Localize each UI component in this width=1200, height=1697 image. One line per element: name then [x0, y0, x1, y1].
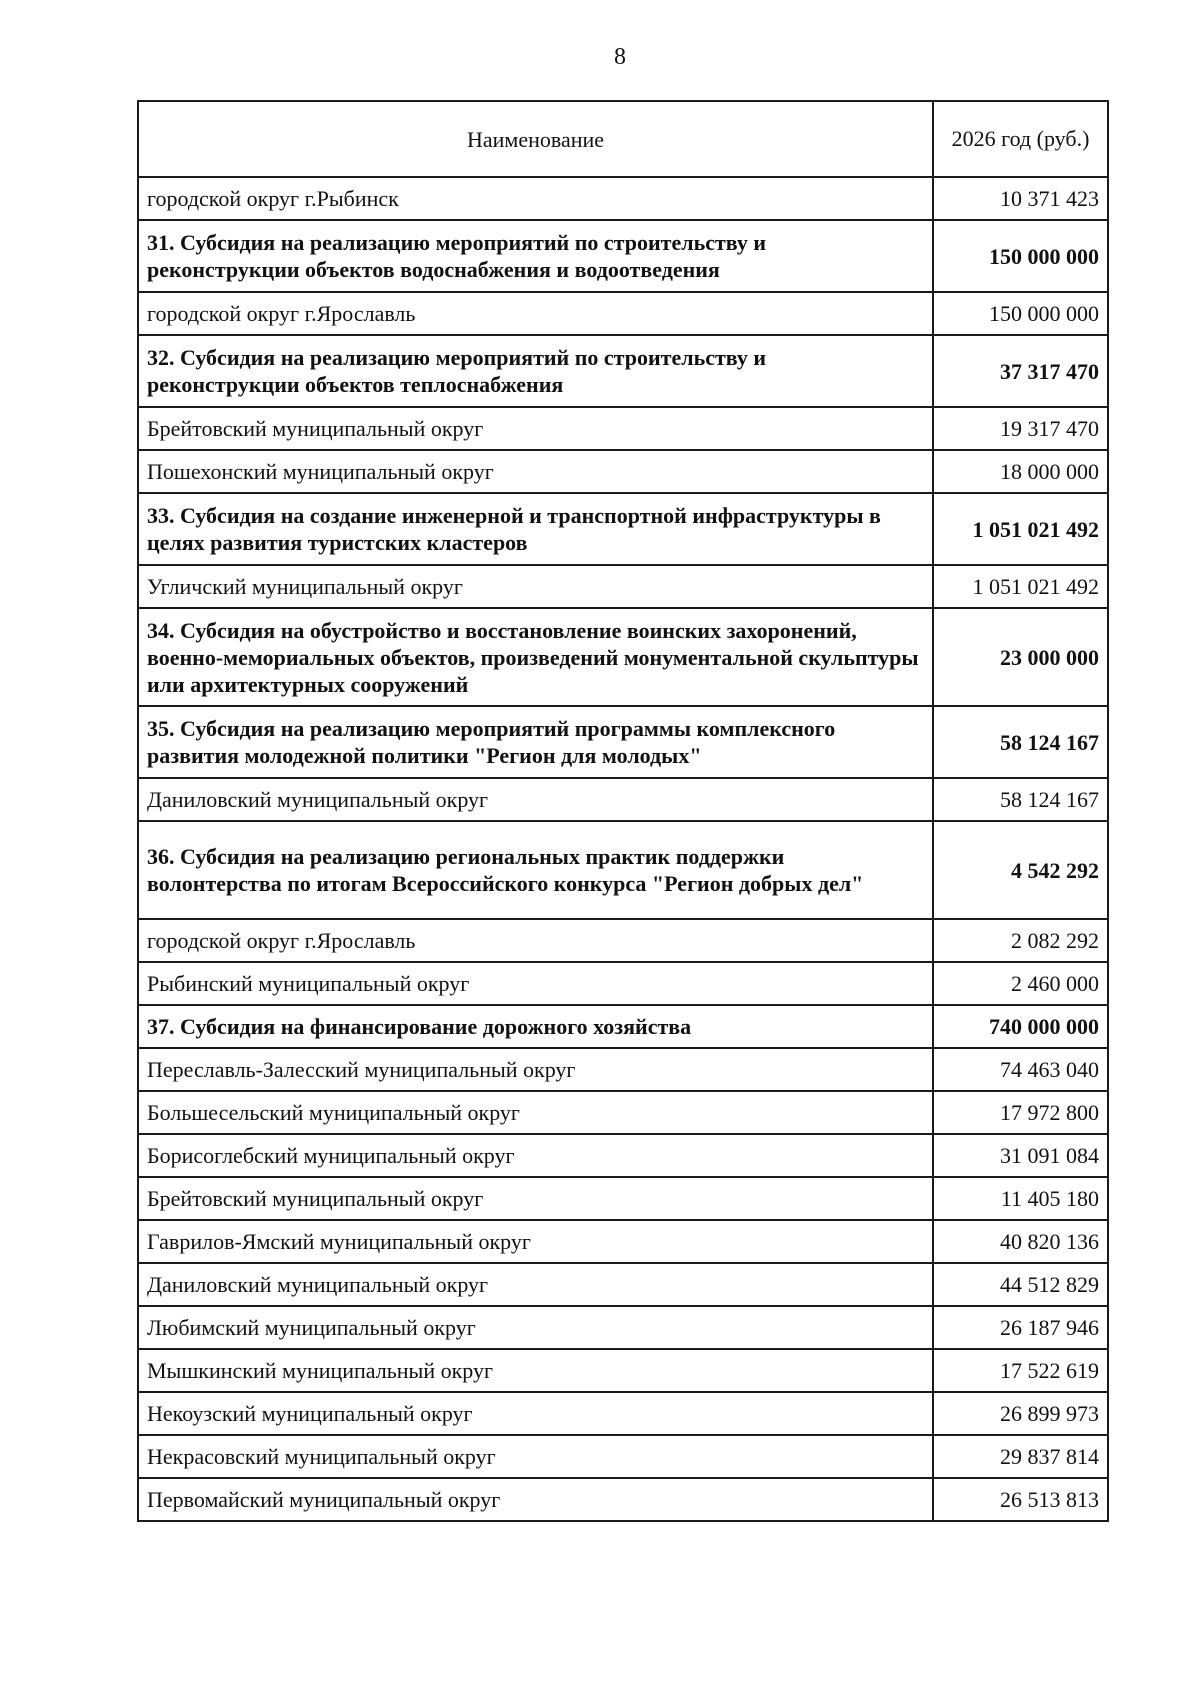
municipality-amount: 17 522 619	[933, 1349, 1108, 1392]
subsidy-total-amount: 150 000 000	[933, 220, 1108, 292]
municipality-row	[138, 1349, 1108, 1392]
municipality-amount: 29 837 814	[933, 1435, 1108, 1478]
subsidy-header-row	[138, 706, 1108, 778]
municipality-amount: 58 124 167	[933, 778, 1108, 821]
municipality-name: Переславль-Залесский муниципальный округ	[138, 1048, 933, 1091]
subsidy-table	[137, 100, 1109, 1522]
municipality-amount: 11 405 180	[933, 1177, 1108, 1220]
municipality-amount: 74 463 040	[933, 1048, 1108, 1091]
municipality-name: городской округ г.Рыбинск	[138, 177, 933, 220]
municipality-name: Брейтовский муниципальный округ	[138, 1177, 933, 1220]
municipality-name: Некрасовский муниципальный округ	[138, 1435, 933, 1478]
municipality-amount: 26 513 813	[933, 1478, 1108, 1521]
subsidy-title: 32. Субсидия на реализацию мероприятий по строительству и реконструкции объектов теплоснабжения	[138, 335, 933, 407]
subsidy-header-row	[138, 220, 1108, 292]
municipality-name: Гаврилов-Ямский муниципальный округ	[138, 1220, 933, 1263]
municipality-row	[138, 1435, 1108, 1478]
municipality-name: Мышкинский муниципальный округ	[138, 1349, 933, 1392]
municipality-name: Даниловский муниципальный округ	[138, 778, 933, 821]
municipality-row	[138, 962, 1108, 1005]
municipality-name: Некоузский муниципальный округ	[138, 1392, 933, 1435]
municipality-name: Большесельский муниципальный округ	[138, 1091, 933, 1134]
municipality-row	[138, 1263, 1108, 1306]
municipality-row	[138, 1048, 1108, 1091]
subsidy-total-amount: 1 051 021 492	[933, 493, 1108, 565]
municipality-row	[138, 292, 1108, 335]
subsidy-header-row	[138, 821, 1108, 919]
municipality-name: Любимский муниципальный округ	[138, 1306, 933, 1349]
municipality-row	[138, 1306, 1108, 1349]
municipality-row	[138, 919, 1108, 962]
subsidy-total-amount: 58 124 167	[933, 706, 1108, 778]
subsidy-header-row	[138, 1005, 1108, 1048]
municipality-amount: 26 187 946	[933, 1306, 1108, 1349]
municipality-name: городской округ г.Ярославль	[138, 292, 933, 335]
subsidy-total-amount: 23 000 000	[933, 608, 1108, 706]
municipality-row	[138, 565, 1108, 608]
municipality-amount: 2 082 292	[933, 919, 1108, 962]
municipality-amount: 31 091 084	[933, 1134, 1108, 1177]
subsidy-total-amount: 740 000 000	[933, 1005, 1108, 1048]
municipality-amount: 26 899 973	[933, 1392, 1108, 1435]
municipality-row	[138, 177, 1108, 220]
municipality-row	[138, 1134, 1108, 1177]
subsidy-title: 35. Субсидия на реализацию мероприятий программы комплексного развития молодежной политики "Регион для молодых"	[138, 706, 933, 778]
municipality-name: Рыбинский муниципальный округ	[138, 962, 933, 1005]
municipality-row	[138, 1177, 1108, 1220]
municipality-row	[138, 450, 1108, 493]
page-number: 8	[614, 44, 626, 70]
column-header-amount: 2026 год (руб.)	[933, 101, 1108, 177]
subsidy-header-row	[138, 493, 1108, 565]
subsidy-title: 37. Субсидия на финансирование дорожного хозяйства	[138, 1005, 933, 1048]
municipality-name: Пошехонский муниципальный округ	[138, 450, 933, 493]
municipality-amount: 17 972 800	[933, 1091, 1108, 1134]
column-header-name: Наименование	[138, 101, 933, 177]
municipality-amount: 44 512 829	[933, 1263, 1108, 1306]
municipality-name: Брейтовский муниципальный округ	[138, 407, 933, 450]
municipality-name: Угличский муниципальный округ	[138, 565, 933, 608]
municipality-name: Борисоглебский муниципальный округ	[138, 1134, 933, 1177]
table-head	[138, 101, 1108, 177]
table-body	[138, 177, 1108, 1521]
subsidy-total-amount: 37 317 470	[933, 335, 1108, 407]
subsidy-title: 33. Субсидия на создание инженерной и транспортной инфраструктуры в целях развития туристских кластеров	[138, 493, 933, 565]
municipality-amount: 40 820 136	[933, 1220, 1108, 1263]
municipality-row	[138, 1220, 1108, 1263]
subsidy-title: 34. Субсидия на обустройство и восстановление воинских захоронений, военно-мемориальных объектов, произведений монументальной скульптуры или архитектурных сооружений	[138, 608, 933, 706]
municipality-amount: 150 000 000	[933, 292, 1108, 335]
subsidy-total-amount: 4 542 292	[933, 821, 1108, 919]
municipality-row	[138, 1091, 1108, 1134]
subsidy-header-row	[138, 608, 1108, 706]
municipality-row	[138, 778, 1108, 821]
municipality-amount: 18 000 000	[933, 450, 1108, 493]
municipality-amount: 1 051 021 492	[933, 565, 1108, 608]
municipality-amount: 2 460 000	[933, 962, 1108, 1005]
subsidy-title: 36. Субсидия на реализацию региональных практик поддержки волонтерства по итогам Всероссийского конкурса "Регион добрых дел"	[138, 821, 933, 919]
municipality-amount: 10 371 423	[933, 177, 1108, 220]
municipality-name: Даниловский муниципальный округ	[138, 1263, 933, 1306]
municipality-row	[138, 1478, 1108, 1521]
municipality-row	[138, 407, 1108, 450]
municipality-amount: 19 317 470	[933, 407, 1108, 450]
subsidy-header-row	[138, 335, 1108, 407]
municipality-name: городской округ г.Ярославль	[138, 919, 933, 962]
municipality-row	[138, 1392, 1108, 1435]
municipality-name: Первомайский муниципальный округ	[138, 1478, 933, 1521]
subsidy-title: 31. Субсидия на реализацию мероприятий по строительству и реконструкции объектов водоснабжения и водоотведения	[138, 220, 933, 292]
header-row	[138, 101, 1108, 177]
